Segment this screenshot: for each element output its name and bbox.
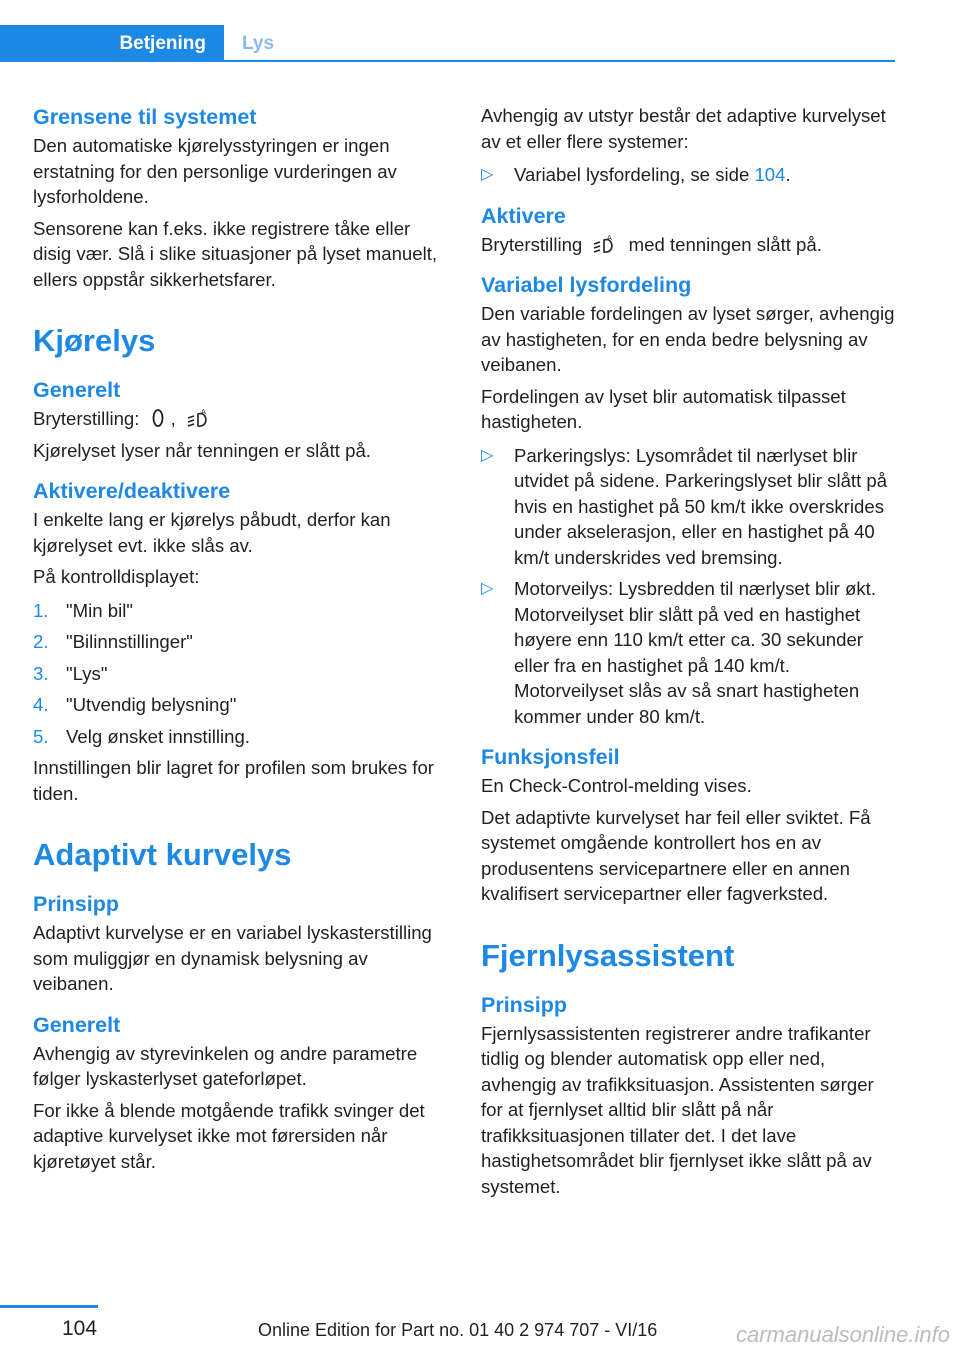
svg-text:A: A (607, 233, 613, 242)
heading-generelt: Generelt (33, 1012, 121, 1037)
paragraph: Sensorene kan f.eks. ikke registrere tåke eller disig vær. Slå i slike situasjoner på lyset manuelt, ellers oppstår sikkerhetsfarer. (33, 217, 438, 290)
triangle-bullet-icon: ▷ (481, 446, 494, 464)
paragraph: På kontrolldisplayet: (33, 566, 200, 587)
paragraph: Adaptivt kurvelyse er en variabel lyskasterstilling som muliggjør en dynamisk belysning av veibanen. (33, 922, 432, 994)
list-item: 4. "Utvendig belysning" (33, 694, 237, 715)
paragraph: Den variable fordelingen av lyset sørger, avhengig av hastigheten, for en enda bedre belysning av veibanen. (481, 303, 895, 375)
modes-list (481, 443, 895, 730)
page-number-rule (0, 1305, 98, 1308)
page-link[interactable]: 104 (754, 164, 786, 185)
switch-label: Bryterstilling: (33, 408, 140, 429)
light-switch-0-icon (151, 408, 165, 428)
chapter-adaptivt-kurvelys: Adaptivt kurvelys (33, 837, 292, 872)
paragraph: Bryterstilling A med tenningen slått på. (481, 233, 822, 255)
heading-prinsipp: Prinsipp (481, 992, 568, 1017)
page-number: 104 (62, 1317, 98, 1340)
paragraph: Avhengig av utstyr består det adaptive kurvelyset av et eller flere systemer: (481, 105, 886, 152)
list-item: ▷ Variabel lysfordeling, se side 104. (481, 162, 895, 188)
paragraph: En Check-Control-melding vises. (481, 775, 752, 796)
tab-lys[interactable] (242, 25, 274, 62)
heading-prinsipp: Prinsipp (33, 892, 120, 916)
tab-lys-label: Lys (242, 33, 275, 54)
top-navigation (0, 25, 895, 62)
paragraph: For ikke å blende motgående trafikk svinger det adaptive kurvelyset ikke mot førersiden når kjøretøyet står. (33, 1099, 425, 1172)
list-item: ▷ Motorveilys: Lysbredden til nærlyset blir økt. Motorveilyset blir slått på ved en hastighet høyere enn 110 km/t etter ca. 30 sekunder eller fra en hastighet på 140 km/t. Motorveilyset slås av så snart hastigheten kommer under 80 km/t. (481, 576, 895, 729)
paragraph: Fjernlysassistenten registrerer andre trafikanter tidlig og blender automatisk opp eller ned, avhengig av trafikksituasjon. Assistenten sørger for at fjernlyset alltid blir slått på når trafikksituasjonen tillater det. I det lave hastighetsområdet blir fjernlyset ikke slått på av systemet. (481, 1022, 874, 1197)
heading-aktivere-deaktivere: Aktivere/deaktivere (33, 479, 231, 503)
paragraph: Kjørelyset lyser når tenningen er slått på. (33, 439, 371, 461)
heading-generelt: Generelt (33, 378, 121, 402)
triangle-bullet-icon: ▷ (481, 580, 494, 597)
header-rule (0, 60, 895, 62)
paragraph: I enkelte lang er kjørelys påbudt, derfor kan kjørelyset evt. ikke slås av. (33, 509, 391, 556)
list-item: 2. "Bilinnstillinger" (33, 631, 193, 652)
chapter-kjorelys: Kjørelys (33, 323, 156, 358)
steps-list (33, 598, 447, 750)
edition-footer: Online Edition for Part no. 01 40 2 974 707 - VI/16 (258, 1320, 658, 1340)
heading-aktivere: Aktivere (481, 203, 566, 228)
paragraph: Den automatiske kjørelysstyringen er ingen erstatning for den personlige vurderingen av lysforholdene. (33, 135, 397, 207)
systems-list (481, 162, 895, 188)
list-item: 5. Velg ønsket innstilling. (33, 725, 250, 747)
heading-grensene: Grensene til systemet (33, 105, 257, 129)
heading-funksjonsfeil: Funksjonsfeil (481, 745, 620, 769)
auto-headlight-icon (187, 408, 211, 428)
svg-text:A: A (200, 408, 206, 416)
tab-betjening[interactable] (0, 25, 224, 62)
paragraph: Det adaptivte kurvelyset har feil eller sviktet. Få systemet omgående kontrollert hos en av produsentens servicepartnere eller en annen kvalifisert servicepartner eller fagverksted. (481, 806, 871, 904)
auto-headlight-icon (593, 234, 617, 254)
list-item: 1. "Min bil" (33, 599, 133, 621)
list-item: ▷ Parkeringslys: Lysområdet til nærlyset blir utvidet på sidene. Parkeringslyset blir slått på hvis en hastighet på 50 km/t ikke overskrides under akselerasjon, eller en hastighet på 40 km/t underskrides ved bremsing. (481, 443, 895, 571)
right-column (481, 103, 895, 1205)
switch-position-line (33, 406, 447, 432)
separator: , (170, 408, 176, 429)
heading-variabel-lysfordeling: Variabel lysfordeling (481, 273, 692, 297)
watermark: carmanualsonline.info (735, 1322, 950, 1347)
list-item: 3. "Lys" (33, 662, 108, 684)
paragraph: Innstillingen blir lagret for profilen som brukes for tiden. (33, 757, 434, 804)
paragraph: Avhengig av styrevinkelen og andre parametre følger lyskasterlyset gateforløpet. (33, 1042, 418, 1089)
tab-betjening-label: Betjening (119, 32, 206, 54)
paragraph: Fordelingen av lyset blir automatisk tilpasset hastigheten. (481, 385, 846, 432)
chapter-fjernlysassistent: Fjernlysassistent (481, 937, 735, 973)
triangle-bullet-icon: ▷ (481, 166, 494, 183)
left-column (33, 103, 447, 1180)
